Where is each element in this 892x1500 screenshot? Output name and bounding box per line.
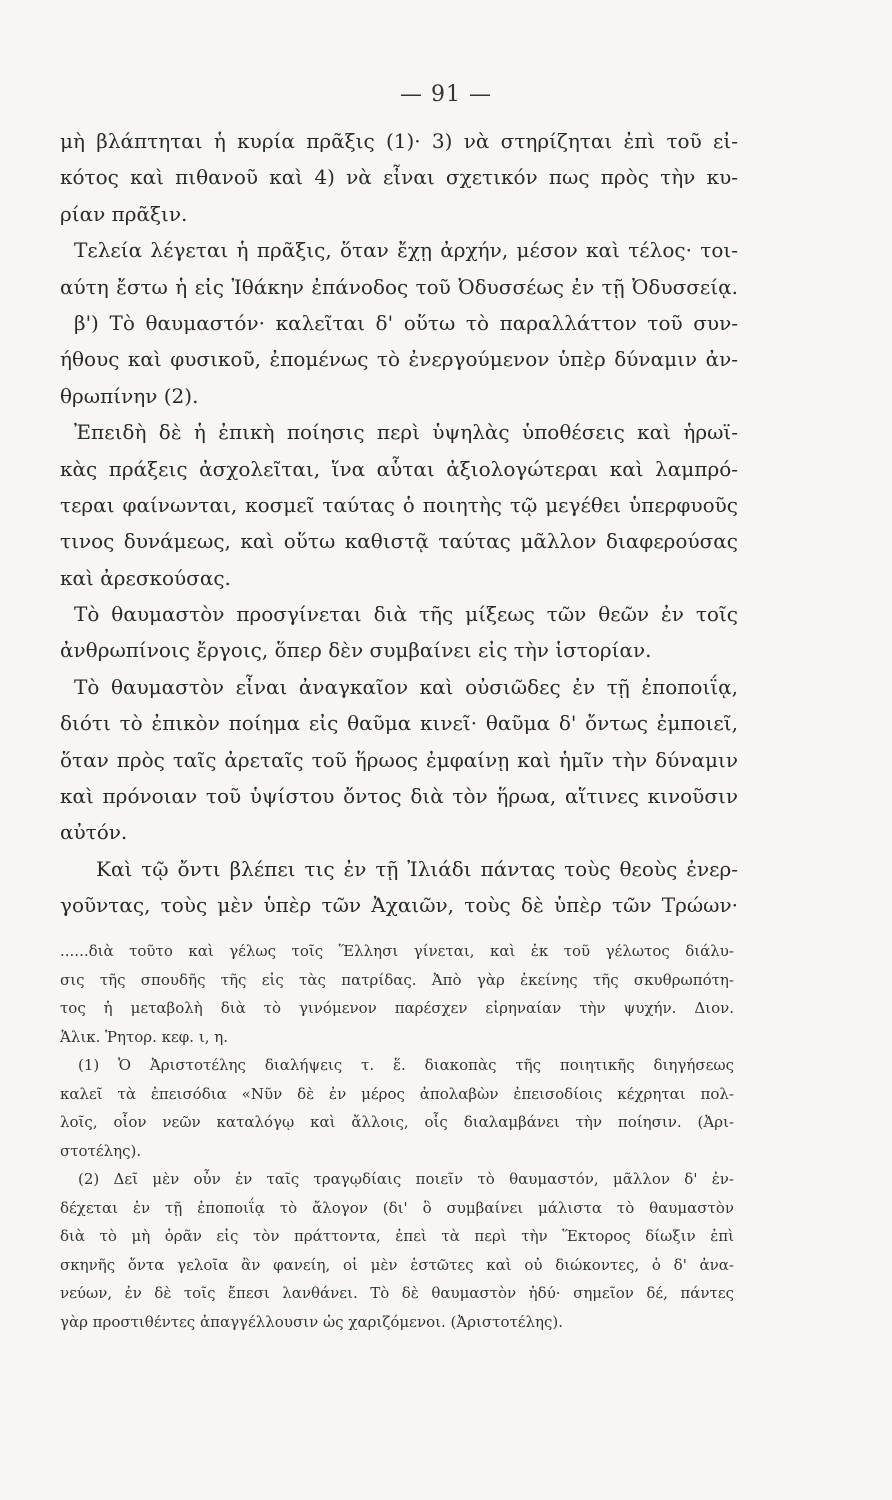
footnote-line: διὰ τὸ μὴ ὁρᾶν εἰς τὸν πράττοντα, ἐπεὶ τὰ περὶ τὴν Ἕκτορος δίωξιν ἐπὶ <box>60 1227 734 1245</box>
footnote-line: σκηνῆς ὄντα γελοῖα ἂν φανείη, οἱ μὲν ἑστῶτες καὶ οὐ διώκοντες, ὁ δ' ἀνα- <box>60 1255 734 1274</box>
text-line: αὐτόν. <box>60 820 128 845</box>
footnote-line: ......διὰ τοῦτο καὶ γέλως τοῖς Ἕλλησι γίνεται, καὶ ἐκ τοῦ γέλωτος διάλυ- <box>60 942 734 960</box>
footnote-line: νεύων, ἐν δὲ τοῖς ἔπεσι λανθάνει. Τὸ δὲ θαυμαστὸν ἡδύ· σημεῖον δέ, πάντες <box>60 1284 734 1302</box>
text-line: ήθους καὶ φυσικοῦ, ἐπομένως τὸ ἐνεργούμενον ὑπὲρ δύναμιν ἀν- <box>60 347 738 372</box>
main-text <box>60 123 738 924</box>
text-line: κότος καὶ πιθανοῦ καὶ 4) νὰ εἶναι σχετικόν πως πρὸς τὴν κυ- <box>60 165 738 190</box>
footnote-line: λοῖς, οἷον νεῶν καταλόγῳ καὶ ἄλλοις, οἷς διαλαμβάνει τὴν ποίησιν. (Ἀρι- <box>60 1113 734 1131</box>
text-line: Ἐπειδὴ δὲ ἡ ἐπικὴ ποίησις περὶ ὑψηλὰς ὑποθέσεις καὶ ἡρωϊ- <box>74 420 738 445</box>
footnote-line: Ἁλικ. Ῥητορ. κεφ. ι, η. <box>60 1027 229 1046</box>
text-line: Καὶ τῷ ὄντι βλέπει τις ἐν τῇ Ἰλιάδι πάντας τοὺς θεοὺς ἐνερ- <box>96 856 738 881</box>
text-line: διότι τὸ ἐπικὸν ποίημα εἰς θαῦμα κινεῖ· θαῦμα δ' ὄντως ἐμποιεῖ, <box>60 711 738 736</box>
text-line: μὴ βλάπτηται ἡ κυρία πρᾶξις (1)· 3) νὰ στηρίζηται ἐπὶ τοῦ εἰ- <box>60 129 738 153</box>
footnote-line: (2) Δεῖ μὲν οὖν ἐν ταῖς τραγῳδίαις ποιεῖν τὸ θαυμαστόν, μᾶλλον δ' ἐν- <box>78 1170 734 1188</box>
footnote-line: γὰρ προστιθέντες ἀπαγγέλλουσιν ὡς χαριζόμενοι. (Ἀριστοτέλης). <box>60 1312 564 1331</box>
text-line: β') Τὸ θαυμαστόν· καλεῖται δ' οὕτω τὸ παραλλάττον τοῦ συν- <box>74 310 738 335</box>
footnote-line: δέχεται ἐν τῇ ἐποποιΐᾳ τὸ ἄλογον (δι' ὃ συμβαίνει μάλιστα τὸ θαυμαστὸν <box>60 1198 734 1217</box>
footnote-line: σις τῆς σπουδῆς τῆς εἰς τὰς πατρίδας. Ἀπὸ γὰρ ἐκείνης τῆς σκυθρωπότη- <box>60 970 734 989</box>
footnote-line: τος ἡ μεταβολὴ διὰ τὸ γινόμενον παρέσχεν εἰρηναίαν τὴν ψυχήν. Διον. <box>60 999 734 1017</box>
text-line: ὅταν πρὸς ταῖς ἀρεταῖς τοῦ ἥρωος ἐμφαίνῃ καὶ ἡμῖν τὴν δύναμιν <box>60 747 738 772</box>
footnote-line: καλεῖ τὰ ἐπεισόδια «Νῦν δὲ ἐν μέρος ἀπολαβὼν ἐπεισοδίοις κέχρηται πολ- <box>60 1084 734 1103</box>
text-line: κὰς πράξεις ἀσχολεῖται, ἵνα αὗται ἀξιολογώτεραι καὶ λαμπρό- <box>60 456 738 481</box>
text-line: καὶ πρόνοιαν τοῦ ὑψίστου ὄντος διὰ τὸν ἥρωα, αἵτινες κινοῦσιν <box>60 784 738 809</box>
text-line: ἀνθρωπίνοις ἔργοις, ὅπερ δὲν συμβαίνει εἰς τὴν ἱστορίαν. <box>60 638 652 663</box>
text-line: αύτη ἔστω ἡ εἰς Ἰθάκην ἐπάνοδος τοῦ Ὀδυσσέως ἐν τῇ Ὀδυσσείᾳ. <box>60 274 738 299</box>
footnote-line: (1) Ὁ Ἀριστοτέλης διαλήψεις τ. ἕ. διακοπὰς τῆς ποιητικῆς διηγήσεως <box>78 1056 734 1074</box>
footnotes <box>60 937 734 1336</box>
text-line: Τὸ θαυμαστὸν προσγίνεται διὰ τῆς μίξεως τῶν θεῶν ἐν τοῖς <box>74 602 738 627</box>
footnote-line: στοτέλης). <box>60 1141 142 1160</box>
text-line: θρωπίνην (2). <box>60 383 199 408</box>
text-line: γοῦντας, τοὺς μὲν ὑπὲρ τῶν Ἀχαιῶν, τοὺς δὲ ὑπὲρ τῶν Τρώων· <box>60 893 738 918</box>
text-line: τινος δυνάμεως, καὶ οὕτω καθιστᾷ ταύτας μᾶλλον διαφερούσας <box>60 529 738 554</box>
text-line: Τὸ θαυμαστὸν εἶναι ἀναγκαῖον καὶ οὐσιῶδες ἐν τῇ ἐποποιΐᾳ, <box>74 674 738 699</box>
text-line: καὶ ἀρεσκούσας. <box>60 565 231 590</box>
text-line: τεραι φαίνωνται, κοσμεῖ ταύτας ὁ ποιητὴς τῷ μεγέθει ὑπερφυοῦς <box>60 492 738 517</box>
page-number: — 91 — <box>400 82 492 107</box>
text-line: ρίαν πρᾶξιν. <box>60 201 188 226</box>
text-line: Τελεία λέγεται ἡ πρᾶξις, ὅταν ἔχῃ ἀρχήν, μέσον καὶ τέλος· τοι- <box>74 238 738 263</box>
